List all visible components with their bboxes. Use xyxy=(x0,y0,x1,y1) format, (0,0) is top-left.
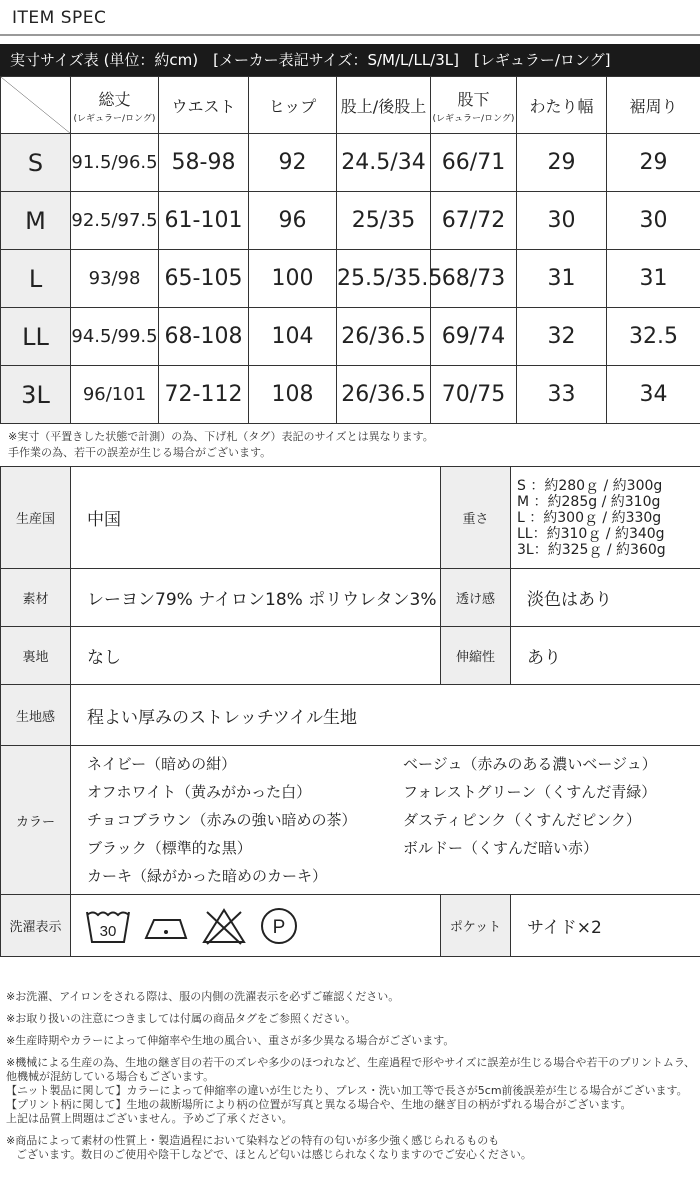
column-sublabel: (レギュラー/ロング) xyxy=(73,113,156,124)
size-notes xyxy=(8,429,434,461)
color-list xyxy=(71,746,700,895)
weight-line: S ：約280ｇ / 約300g xyxy=(517,477,663,494)
size-cell: 91.5/96.5 xyxy=(71,134,159,192)
size-column-header xyxy=(337,77,431,134)
size-label: LL xyxy=(1,308,71,366)
size-cell: 68-108 xyxy=(159,308,249,366)
size-table xyxy=(0,76,700,424)
column-sublabel: (レギュラー/ロング) xyxy=(432,113,515,124)
stretch-value: あり xyxy=(511,627,700,685)
weight-line: 3L：約325ｇ / 約360g xyxy=(517,541,666,558)
size-cell: 25/35 xyxy=(337,192,431,250)
column-label: 裾周り xyxy=(629,96,678,116)
dryclean-letter: P xyxy=(272,916,286,938)
material-label: 素材 xyxy=(1,569,71,627)
size-cell: 67/72 xyxy=(431,192,517,250)
size-cell: 58-98 xyxy=(159,134,249,192)
size-column-header xyxy=(517,77,607,134)
color-label: カラー xyxy=(1,746,71,895)
color-item: ネイビー（暗めの紺） xyxy=(87,755,237,773)
size-row xyxy=(1,134,700,192)
spec-row-origin xyxy=(1,467,700,569)
section-title: ITEM SPEC xyxy=(12,8,107,28)
size-table-header xyxy=(1,77,700,134)
spec-row-colors xyxy=(1,746,700,895)
size-cell: 31 xyxy=(607,250,700,308)
color-item: オフホワイト（黄みがかった白） xyxy=(87,783,312,801)
size-cell: 30 xyxy=(607,192,700,250)
size-cell: 69/74 xyxy=(431,308,517,366)
size-column-header xyxy=(71,77,159,134)
pocket-value: サイド×2 xyxy=(511,895,700,957)
size-cell: 65-105 xyxy=(159,250,249,308)
column-label: わたり幅 xyxy=(529,96,594,116)
size-cell: 70/75 xyxy=(431,366,517,424)
section-header xyxy=(0,0,700,36)
size-cell: 94.5/99.5 xyxy=(71,308,159,366)
size-cell: 96 xyxy=(249,192,337,250)
column-label: 総丈 xyxy=(98,89,131,109)
size-cell: 31 xyxy=(517,250,607,308)
size-cell: 96/101 xyxy=(71,366,159,424)
size-cell: 66/71 xyxy=(431,134,517,192)
texture-label: 生地感 xyxy=(1,685,71,746)
size-column-header xyxy=(431,77,517,134)
size-cell: 100 xyxy=(249,250,337,308)
size-cell: 61-101 xyxy=(159,192,249,250)
size-cell: 92.5/97.5 xyxy=(71,192,159,250)
origin-label: 生産国 xyxy=(1,467,71,569)
color-item: ダスティピンク（くすんだピンク） xyxy=(403,811,641,829)
footer-note: ※商品によって素材の性質上・製造過程において染料などの特有の匂いが多少強く感じられるものも xyxy=(6,1134,500,1147)
color-item: カーキ（緑がかった暗めのカーキ） xyxy=(87,867,328,885)
wash-icons xyxy=(71,895,441,957)
size-label: 3L xyxy=(1,366,71,424)
size-cell: 108 xyxy=(249,366,337,424)
size-cell: 25.5/35.5 xyxy=(337,250,431,308)
pocket-label: ポケット xyxy=(441,895,511,957)
footer-notes xyxy=(6,990,696,1162)
size-column-header xyxy=(249,77,337,134)
size-label: S xyxy=(1,134,71,192)
no-bleach-icon xyxy=(201,906,247,946)
size-cell: 33 xyxy=(517,366,607,424)
size-label: L xyxy=(1,250,71,308)
size-cell: 30 xyxy=(517,192,607,250)
origin-value: 中国 xyxy=(71,467,441,569)
size-cell: 104 xyxy=(249,308,337,366)
color-item: フォレストグリーン（くすんだ青緑） xyxy=(403,783,657,801)
iron-low-icon xyxy=(143,906,189,946)
column-label: 股下 xyxy=(457,89,490,109)
spec-row-wash xyxy=(1,895,700,957)
sheer-label: 透け感 xyxy=(441,569,511,627)
spec-row-lining xyxy=(1,627,700,685)
footer-note: ※生産時期やカラーによって伸縮率や生地の風合い、重さが多少異なる場合がございます。 xyxy=(6,1034,455,1047)
color-item: チョコブラウン（赤みの強い暗めの茶） xyxy=(87,811,357,829)
color-item: ブラック（標準的な黒） xyxy=(87,839,252,857)
lining-value: なし xyxy=(71,627,441,685)
size-column-header xyxy=(607,77,700,134)
size-label: M xyxy=(1,192,71,250)
size-cell: 93/98 xyxy=(71,250,159,308)
size-row xyxy=(1,308,700,366)
weight-line: L ：約300ｇ / 約330g xyxy=(517,509,662,526)
weight-value xyxy=(511,467,700,569)
color-item: ベージュ（赤みのある濃いベージュ） xyxy=(403,755,657,773)
size-column-header xyxy=(159,77,249,134)
sheer-value: 淡色はあり xyxy=(511,569,700,627)
weight-line: LL：約310ｇ / 約340g xyxy=(517,525,665,542)
weight-label: 重さ xyxy=(441,467,511,569)
size-row xyxy=(1,250,700,308)
footer-note: ※お取り扱いの注意につきましては付属の商品タグをご参照ください。 xyxy=(6,1012,356,1025)
column-label: ウエスト xyxy=(171,96,236,116)
lining-label: 裏地 xyxy=(1,627,71,685)
size-note: 手作業の為、若干の誤差が生じる場合がございます。 xyxy=(8,446,272,459)
footer-note: ※機械による生産の為、生地の継ぎ目の若干のズレや多少のほつれなど、生産過程で形やサイズに誤差が生じる場合や若干のプリントムラ、他機械が混紡している場合もございます。 【ニット製品に関して】カラーによって伸縮率の違いが生じたり、プレス・洗い加工等で長さが5cm前後誤差が生じる場合がございます。 【プリント柄に関して】生地の裁断場所により柄の位置が写真と異なる場合や、生地の継ぎ目の柄がずれる場合がございます。 上記は品質上問題はございません。予めご了承ください。 xyxy=(6,1056,696,1125)
size-cell: 34 xyxy=(607,366,700,424)
size-row xyxy=(1,366,700,424)
size-row xyxy=(1,192,700,250)
wash-label: 洗濯表示 xyxy=(1,895,71,957)
texture-value: 程よい厚みのストレッチツイル生地 xyxy=(71,685,700,746)
size-cell: 92 xyxy=(249,134,337,192)
size-note: ※実寸（平置きした状態で計測）の為、下げ札（タグ）表記のサイズとは異なります。 xyxy=(8,430,434,443)
spec-table xyxy=(0,466,700,957)
size-cell: 72-112 xyxy=(159,366,249,424)
size-cell: 32 xyxy=(517,308,607,366)
size-cell: 68/73 xyxy=(431,250,517,308)
size-cell: 29 xyxy=(607,134,700,192)
spec-row-texture xyxy=(1,685,700,746)
weight-line: M ：約285g / 約310g xyxy=(517,493,661,510)
material-value: レーヨン79% ナイロン18% ポリウレタン3% xyxy=(71,569,441,627)
size-cell: 32.5 xyxy=(607,308,700,366)
size-table-caption: 実寸サイズ表 (単位：約cm) [メーカー表記サイズ：S/M/L/LL/3L] [レギュラー/ロング] xyxy=(0,44,700,76)
footer-note: ございます。数日のご使用や陰干しなどで、ほとんど匂いは感じられなくなりますのでご安心ください。 xyxy=(16,1148,532,1161)
size-cell: 24.5/34 xyxy=(337,134,431,192)
spec-row-material xyxy=(1,569,700,627)
column-label: ヒップ xyxy=(268,96,317,116)
column-label: 股上/後股上 xyxy=(340,96,427,116)
footer-note: ※お洗濯、アイロンをされる際は、服の内側の洗濯表示を必ずご確認ください。 xyxy=(6,990,400,1003)
color-item: ボルドー（くすんだ暗い赤） xyxy=(403,839,599,857)
stretch-label: 伸縮性 xyxy=(441,627,511,685)
size-cell: 26/36.5 xyxy=(337,308,431,366)
wash-30-icon xyxy=(85,906,131,946)
size-table-corner xyxy=(1,77,71,134)
dryclean-p-icon xyxy=(259,906,299,946)
wash-temp: 30 xyxy=(99,922,117,940)
size-cell: 26/36.5 xyxy=(337,366,431,424)
size-cell: 29 xyxy=(517,134,607,192)
